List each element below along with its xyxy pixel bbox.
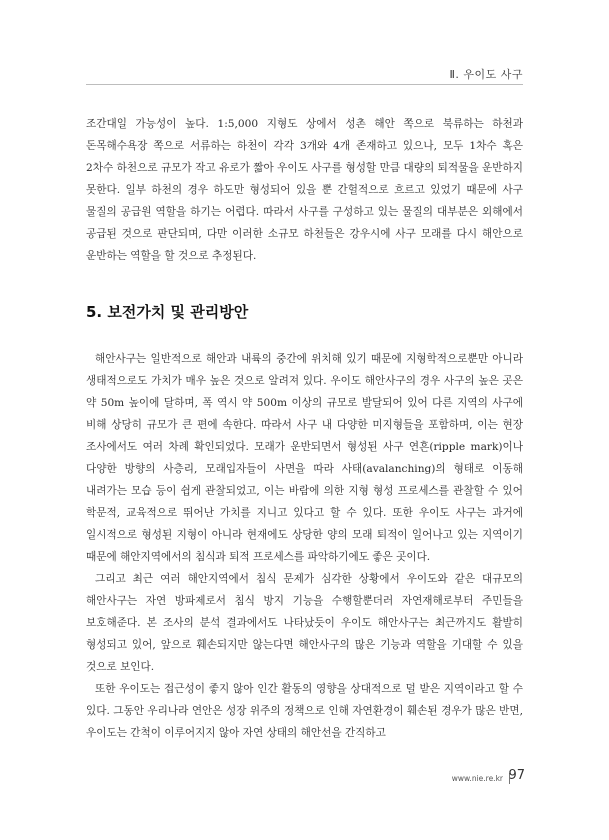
paragraph: 해안사구는 일반적으로 해안과 내륙의 중간에 위치해 있기 때문에 지형학적으로뿐만 아니라 생태적으로도 가치가 매우 높은 것으로 알려져 있다. 우이도 해안사구의 경우 사구의 높은 곳은 약 50m 높이에 달하며, 폭 역시 약 500m 이상의 규모로 발달되어 있어 다른 지역의 사구에 비해 상당히 규모가 큰 편에 속한다. 따라서 사구 내 다양한 미지형들을 포함하며, 이는 현장 조사에서도 여러 차례 확인되었다. 모래가 운반되면서 형성된 사구 연흔(ripple mark)이나 다양한 방향의 사층리, 모래입자들이 사면을 따라 사태(avalanching)의 형태로 이동해 내려가는 모습 등이 쉽게 관찰되었고, 이는 바람에 의한 지형 형성 프로세스를 관찰할 수 있어 학문적, 교육적으로 뛰어난 가치를 지니고 있다고 할 수 있다. 또한 우이도 사구는 과거에 일시적으로 형성된 지형이 아니라 현재에도 상당한 양의 모래 퇴적이 일어나고 있는 지역이기 때문에 해안지역에서의 침식과 퇴적 프로세스를 파악하기에도 좋은 곳이다. <box>86 353 523 563</box>
footer-url: www.nie.re.kr <box>451 774 503 783</box>
section-title: 5. 보전가치 및 관리방안 <box>86 303 249 321</box>
chapter-header: Ⅱ. 우이도 사구 <box>449 68 523 81</box>
paragraph: 그리고 최근 여러 해안지역에서 침식 문제가 심각한 상황에서 우이도와 같은 대규모의 해안사구는 자연 방파제로서 침식 방지 기능을 수행할뿐더러 자연재해로부터 주민들을 보호해준다. 본 조사의 분석 결과에서도 나타났듯이 우이도 해안사구는 최근까지도 활발히 형성되고 있어, 앞으로 훼손되지만 않는다면 해안사구의 많은 기능과 역할을 기대할 수 있을 것으로 보인다. <box>86 573 523 673</box>
paragraph: 조간대일 가능성이 높다. 1:5,000 지형도 상에서 성촌 해안 쪽으로 북류하는 하천과 돈목해수욕장 쪽으로 서류하는 하천이 각각 3개와 4개 존재하고 있으나, 모두 1차수 혹은 2차수 하천으로 규모가 작고 유로가 짧아 우이도 사구를 형성할 만큼 대량의 퇴적물을 운반하지 못한다. 일부 하천의 경우 하도만 형성되어 있을 뿐 간헐적으로 흐르고 있었기 때문에 사구 물질의 공급원 역할을 하기는 어렵다. 따라서 사구를 구성하고 있는 물질의 대부분은 외해에서 공급된 것으로 판단되며, 다만 이러한 소규모 하천들은 강우시에 사구 모래를 다시 해안으로 운반하는 역할을 할 것으로 추정된다. <box>86 118 523 262</box>
continued-text-block <box>86 113 523 267</box>
header-divider <box>86 84 523 85</box>
section-body <box>86 348 523 744</box>
page-number: 97 <box>508 768 525 783</box>
paragraph: 또한 우이도는 접근성이 좋지 않아 인간 활동의 영향을 상대적으로 덜 받은 지역이라고 할 수 있다. 그동안 우리나라 연안은 성장 위주의 정책으로 인해 자연환경이 훼손된 경우가 많은 반면, 우이도는 간척이 이루어지지 않아 자연 상태의 해안선을 간직하고 <box>86 683 523 739</box>
